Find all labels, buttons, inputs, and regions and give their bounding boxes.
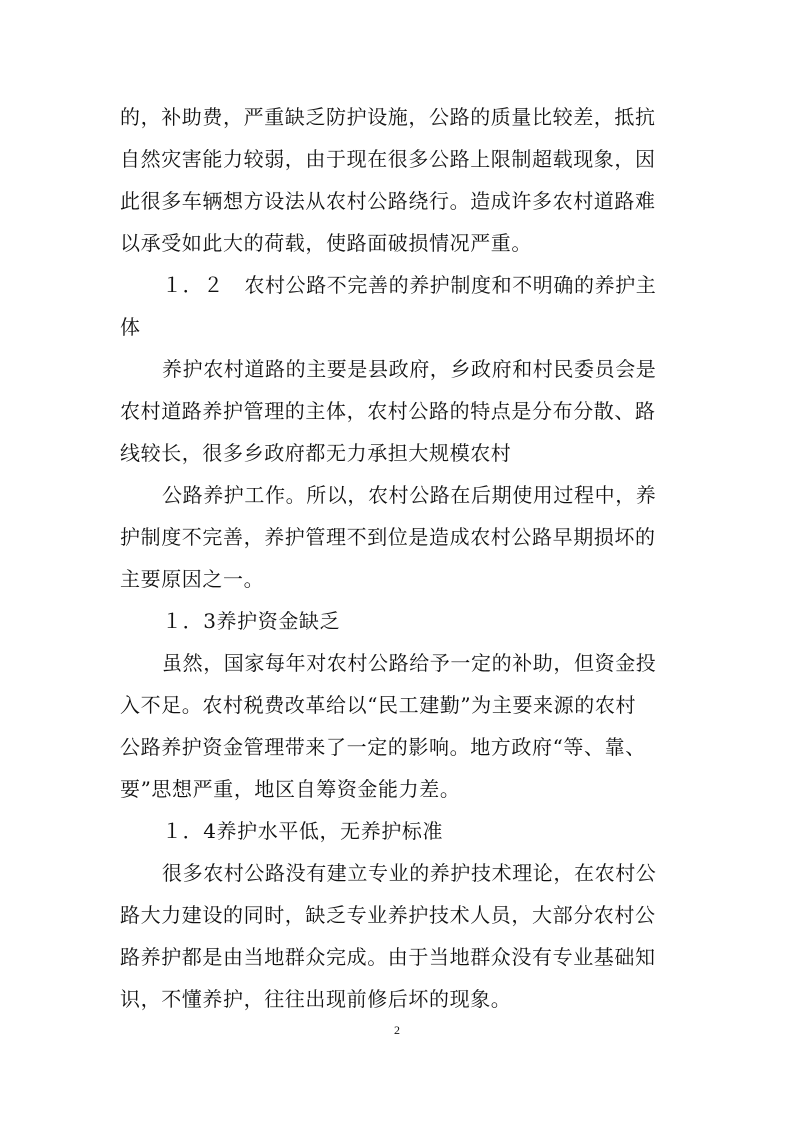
body-text-line: 的，补助费，严重缺乏防护设施，公路的质量比较差，抵抗 bbox=[120, 105, 656, 129]
body-text-line: 农村道路养护管理的主体，农村公路的特点是分布分散、路 bbox=[120, 399, 656, 423]
body-text-line: 公路养护工作。所以，农村公路在后期使用过程中，养 bbox=[162, 483, 657, 507]
body-text-line: 虽然，国家每年对农村公路给予一定的补助，但资金投 bbox=[162, 651, 657, 675]
body-text-line: 养护农村道路的主要是县政府，乡政府和村民委员会是 bbox=[162, 357, 657, 381]
body-text-line: 以承受如此大的荷载，使路面破损情况严重。 bbox=[120, 231, 532, 255]
body-text-line: 线较长，很多乡政府都无力承担大规模农村 bbox=[120, 441, 512, 465]
body-text-line: 要”思想严重，地区自筹资金能力差。 bbox=[120, 777, 461, 801]
section-heading-1-2-continued: 体 bbox=[120, 315, 141, 339]
body-text-line: 自然灾害能力较弱，由于现在很多公路上限制超载现象，因 bbox=[120, 147, 656, 171]
body-text-line: 护制度不完善，养护管理不到位是造成农村公路早期损坏的 bbox=[120, 525, 656, 549]
section-heading-1-2: １．２ 农村公路不完善的养护制度和不明确的养护主 bbox=[162, 273, 657, 297]
section-heading-1-3: １．3养护资金缺乏 bbox=[162, 609, 341, 633]
body-text-line: 路养护都是由当地群众完成。由于当地群众没有专业基础知 bbox=[120, 945, 656, 969]
body-text-line: 公路养护资金管理带来了一定的影响。地方政府“等、靠、 bbox=[120, 735, 646, 759]
body-text-line: 识，不懂养护，往往出现前修后坏的现象。 bbox=[120, 987, 512, 1011]
body-text-line: 很多农村公路没有建立专业的养护技术理论，在农村公 bbox=[162, 861, 657, 885]
body-text-line: 主要原因之一。 bbox=[120, 567, 265, 591]
section-heading-1-4: １．4养护水平低，无养护标准 bbox=[162, 819, 444, 843]
body-text-line: 此很多车辆想方设法从农村公路绕行。造成许多农村道路难 bbox=[120, 189, 656, 213]
body-text-line: 入不足。农村税费改革给以“民工建勤”为主要来源的农村 bbox=[120, 693, 637, 717]
body-text-line: 路大力建设的同时，缺乏专业养护技术人员，大部分农村公 bbox=[120, 903, 656, 927]
page-number: 2 bbox=[394, 1023, 400, 1037]
